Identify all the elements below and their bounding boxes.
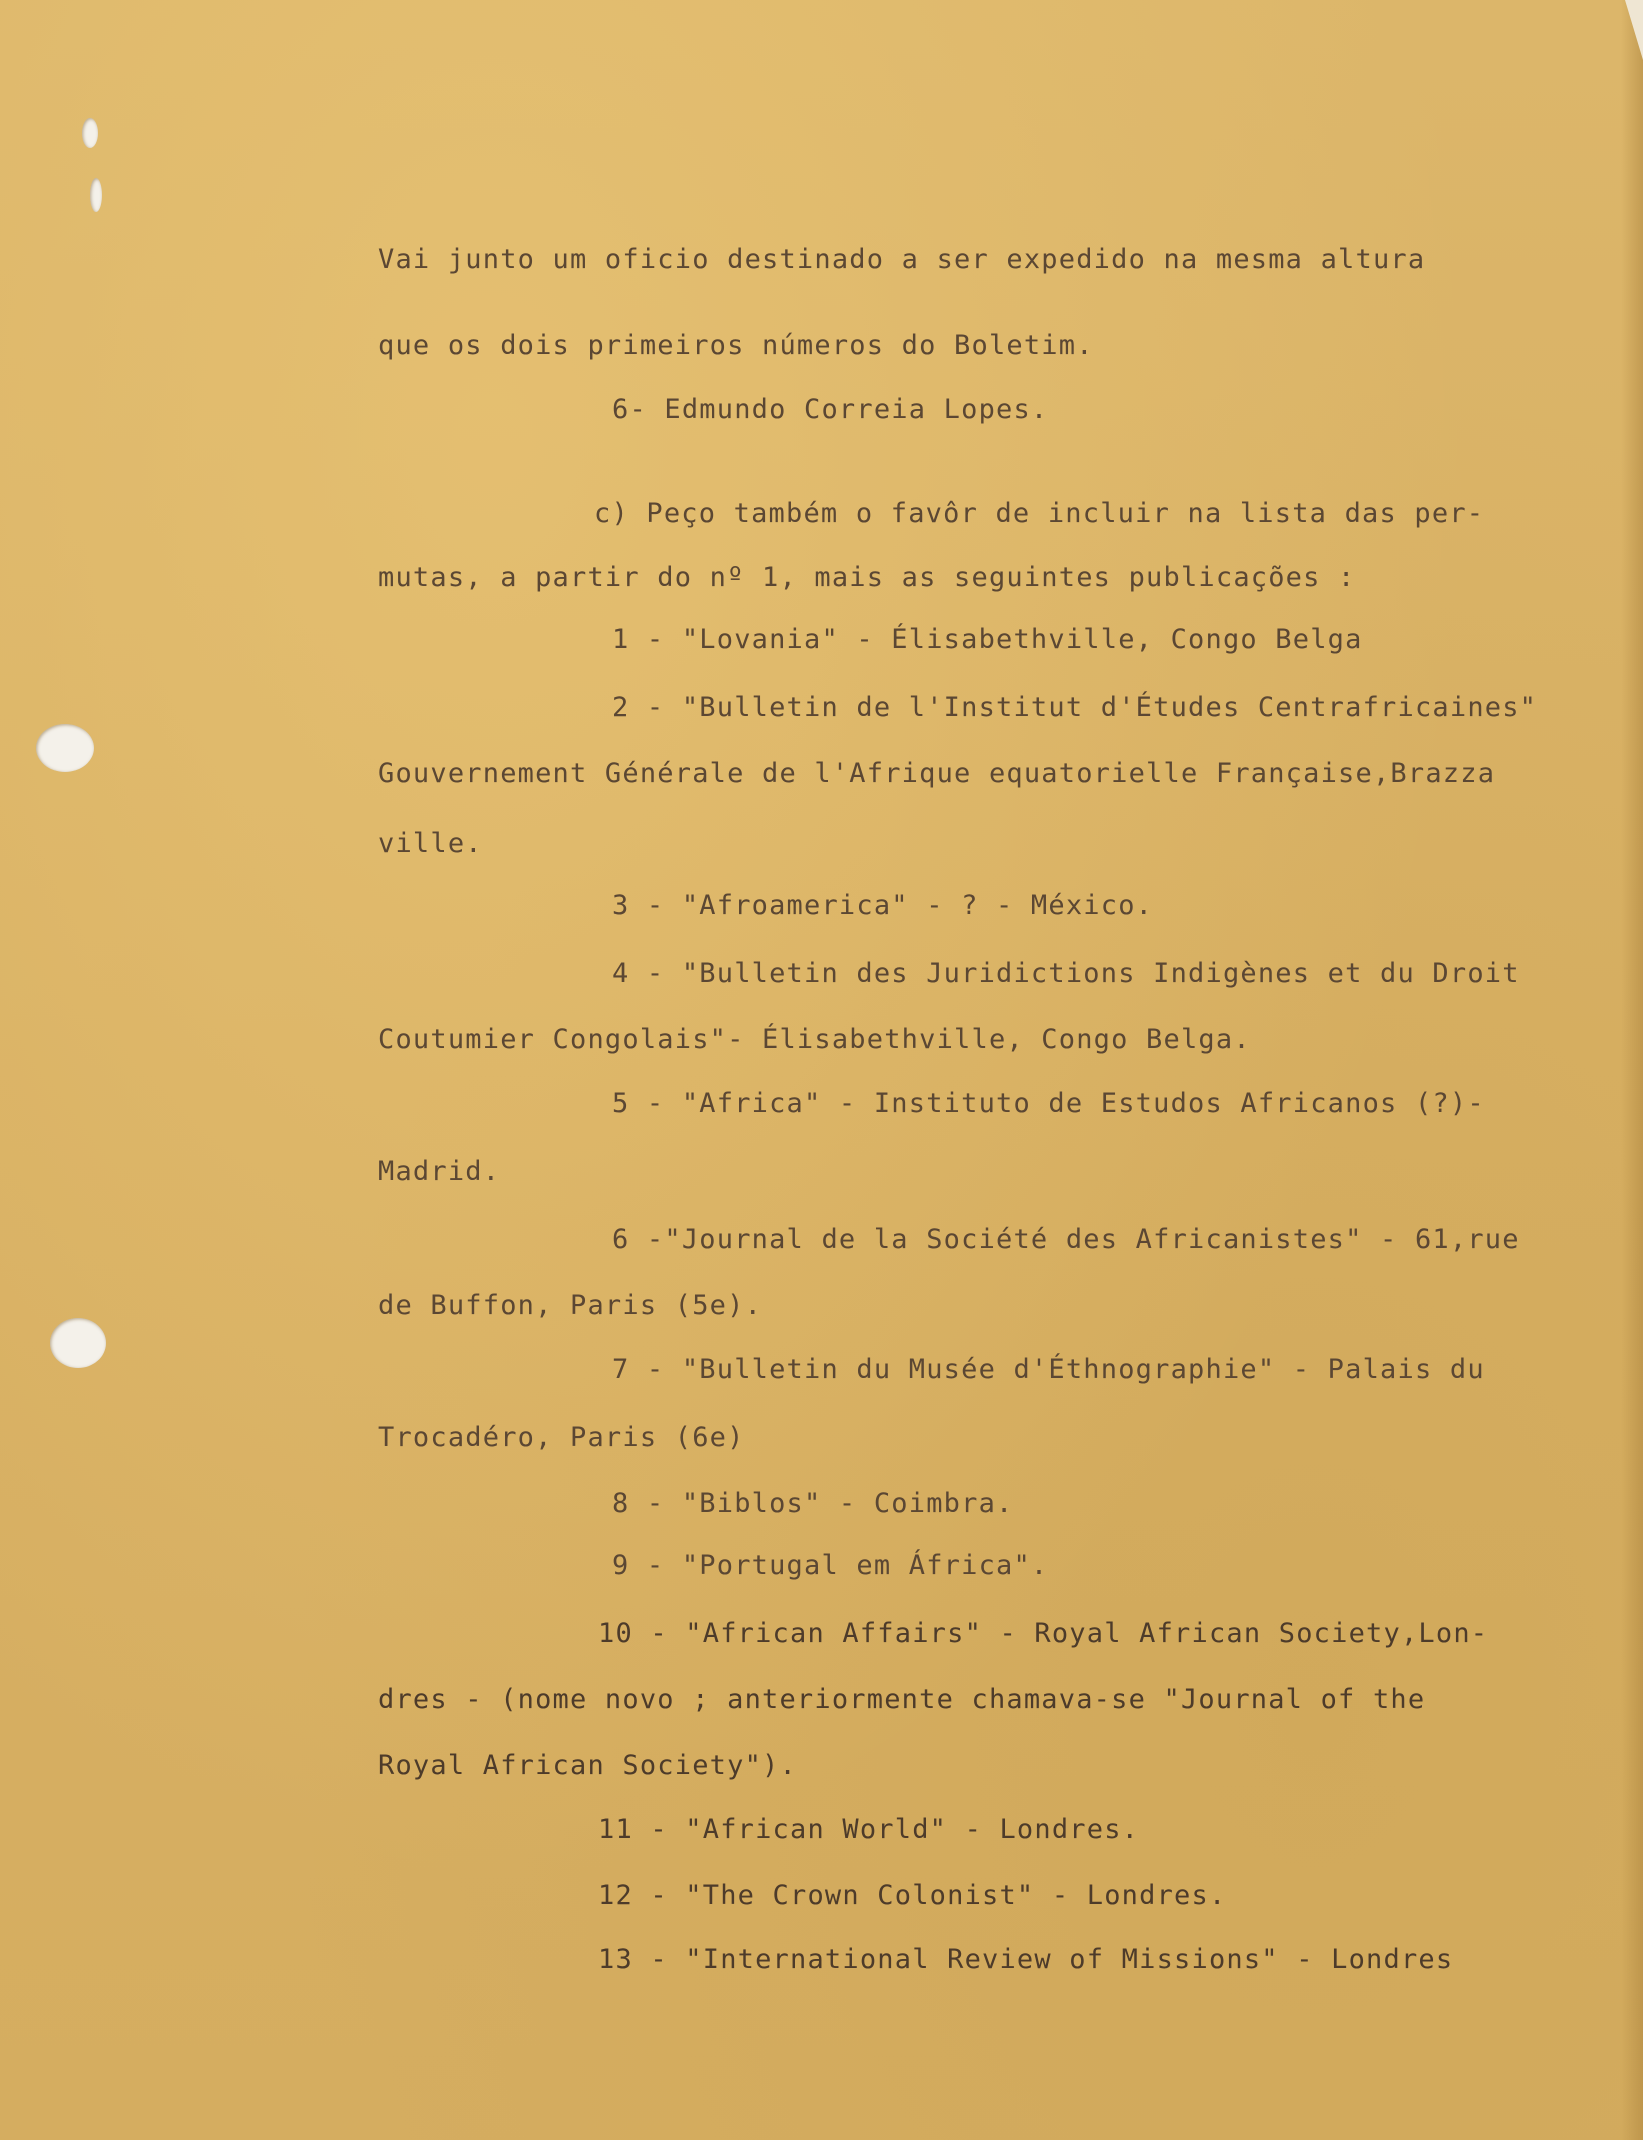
text-line: Vai junto um oficio destinado a ser expedido na mesma altura (378, 244, 1426, 275)
text-line: dres - (nome novo ; anteriormente chamava-se "Journal of the (378, 1684, 1426, 1715)
text-line: 6- Edmundo Correia Lopes. (612, 394, 1049, 425)
text-line: de Buffon, Paris (5e). (378, 1290, 763, 1321)
text-line: 1 - "Lovania" - Élisabethville, Congo Belga (612, 624, 1363, 655)
punch-hole-lower (50, 1318, 106, 1368)
page-edge-shadow (1621, 0, 1643, 2140)
text-line: 2 - "Bulletin de l'Institut d'Études Centrafricaines" (612, 692, 1538, 723)
text-line: 12 - "The Crown Colonist" - Londres. (598, 1880, 1227, 1911)
text-line: 7 - "Bulletin du Musée d'Éthnographie" - Palais du (612, 1354, 1485, 1385)
text-line: 5 - "Africa" - Instituto de Estudos Africanos (?)- (612, 1088, 1485, 1119)
text-line: 13 - "International Review of Missions" - Londres (598, 1944, 1454, 1975)
text-line: 4 - "Bulletin des Juridictions Indigènes et du Droit (612, 958, 1520, 989)
punch-hole-upper (90, 178, 102, 212)
text-line: ville. (378, 828, 483, 859)
text-line: que os dois primeiros números do Boletim. (378, 330, 1094, 361)
text-line: 8 - "Biblos" - Coimbra. (612, 1488, 1014, 1519)
text-line: Trocadéro, Paris (6e) (378, 1422, 745, 1453)
text-line: Coutumier Congolais"- Élisabethville, Congo Belga. (378, 1024, 1251, 1055)
text-line: c) Peço também o favôr de incluir na lista das per- (594, 498, 1485, 529)
text-line: Gouvernement Générale de l'Afrique equatorielle Française,Brazza (378, 758, 1496, 789)
punch-hole-middle (36, 724, 94, 772)
text-line: 6 -"Journal de la Société des Africanistes" - 61,rue (612, 1224, 1520, 1255)
text-line: Royal African Society"). (378, 1750, 797, 1781)
text-line: mutas, a partir do nº 1, mais as seguintes publicações : (378, 562, 1356, 593)
page-corner-fold (1625, 0, 1643, 60)
punch-hole-top (82, 118, 98, 148)
text-line: 10 - "African Affairs" - Royal African Society,Lon- (598, 1618, 1489, 1649)
text-line: Madrid. (378, 1156, 501, 1187)
text-line: 9 - "Portugal em África". (612, 1550, 1049, 1581)
text-line: 11 - "African World" - Londres. (598, 1814, 1140, 1845)
text-line: 3 - "Afroamerica" - ? - México. (612, 890, 1154, 921)
